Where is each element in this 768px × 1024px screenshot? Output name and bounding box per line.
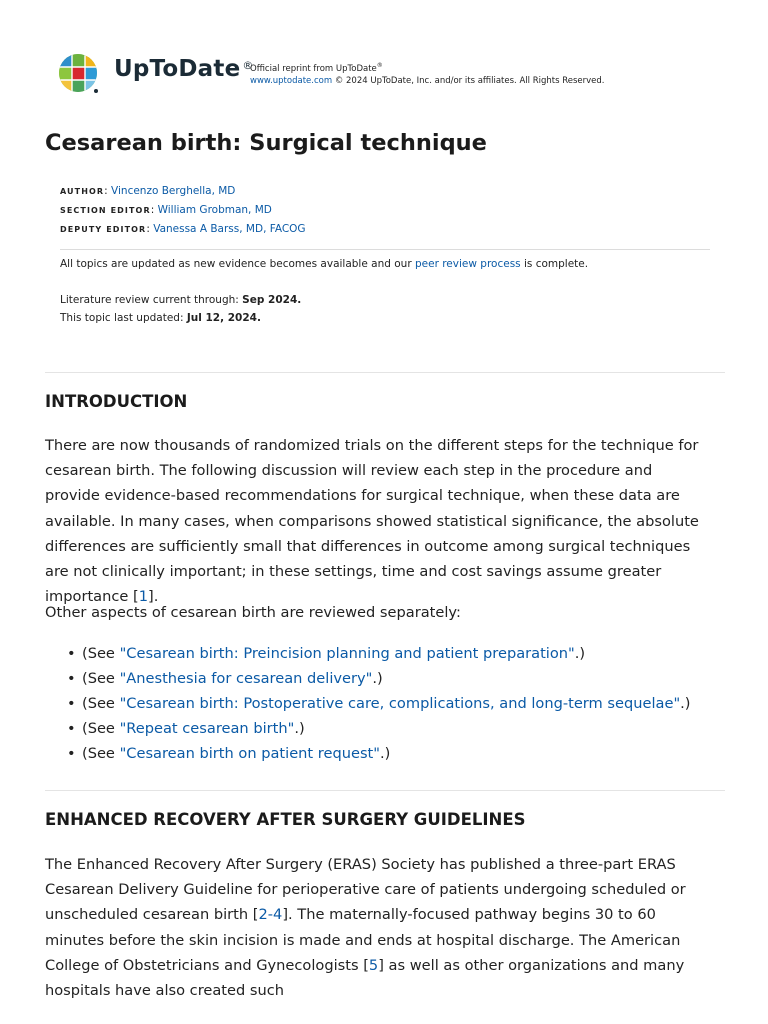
author-link[interactable]: Vincenzo Berghella, MD	[111, 185, 236, 197]
list-item: • (See "Cesarean birth: Postoperative care, complications, and long-term sequelae".)	[67, 691, 691, 716]
credits	[60, 182, 306, 239]
divider	[60, 249, 710, 250]
registered-mark: ®	[242, 59, 254, 72]
section-divider	[45, 372, 725, 373]
uptodate-link[interactable]: www.uptodate.com	[250, 75, 333, 86]
literature-review-date: Sep 2024.	[242, 294, 302, 306]
topic-link[interactable]: "Repeat cesarean birth"	[119, 720, 295, 738]
topic-link[interactable]: "Cesarean birth: Postoperative care, complications, and long-term sequelae"	[119, 695, 681, 713]
section-editor-link[interactable]: William Grobman, MD	[157, 204, 272, 216]
topic-link[interactable]: "Cesarean birth: Preincision planning and patient preparation"	[119, 645, 575, 662]
peer-review-link[interactable]: peer review process	[414, 258, 521, 270]
topic-dates: Literature review current through: Sep 2024. This topic last updated: Jul 12, 2024.	[60, 294, 302, 324]
topic-link[interactable]: "Cesarean birth on patient request"	[119, 745, 380, 763]
reference-link[interactable]: 1	[138, 588, 149, 606]
intro-paragraph: There are now thousands of randomized trials on the different steps for the technique for cesarean birth. The following discussion will review each step in the procedure and provide evidence-based recommendations for surgical technique, when these data are available. In many cases, when comparisons showed statistical significance, the absolute differences are sufficiently small that differences in outcome among surgical techniques are not clinically important; in these settings, time and cost savings assume greater importance [1].	[45, 437, 699, 606]
header	[58, 52, 718, 96]
list-item: • (See "Cesarean birth on patient request".)	[67, 741, 691, 766]
related-topics-list	[67, 641, 691, 766]
list-item: • (See "Anesthesia for cesarean delivery".)	[67, 666, 691, 691]
list-item: • (See "Repeat cesarean birth".)	[67, 716, 691, 741]
credit-deputy-editor: DEPUTY EDITOR: Vanessa A Barss, MD, FACOG	[60, 223, 306, 235]
page-title: Cesarean birth: Surgical technique	[45, 130, 487, 156]
credit-section-editor: SECTION EDITOR: William Grobman, MD	[60, 204, 272, 216]
list-item: • (See "Cesarean birth: Preincision planning and patient preparation".)	[67, 641, 691, 666]
last-updated-date: Jul 12, 2024.	[186, 312, 261, 324]
review-note: All topics are updated as new evidence becomes available and our peer review process is complete.	[60, 258, 589, 270]
section-divider	[45, 790, 725, 791]
reference-link[interactable]: 5	[368, 956, 379, 974]
deputy-editor-link[interactable]: Vanessa A Barss, MD, FACOG	[153, 223, 306, 235]
intro-paragraph-2: Other aspects of cesarean birth are reviewed separately:	[45, 604, 461, 621]
section-heading-eras: ENHANCED RECOVERY AFTER SURGERY GUIDELINES	[45, 810, 526, 829]
topic-link[interactable]: "Anesthesia for cesarean delivery"	[119, 670, 373, 688]
credit-author: AUTHOR: Vincenzo Berghella, MD	[60, 185, 236, 197]
reference-link[interactable]: 2-4	[258, 906, 283, 924]
uptodate-globe-logo	[58, 53, 100, 95]
eras-paragraph: The Enhanced Recovery After Surgery (ERAS) Society has published a three-part ERAS Cesarean Delivery Guideline for perioperative care of patients undergoing scheduled or unscheduled cesarean birth [2-4]. The maternally-focused pathway begins 30 to 60 minutes before the skin incision is made and ends at hospital discharge. The American College of Obstetricians and Gynecologists [5] as well as other organizations and many hospitals have also created such	[45, 856, 686, 1000]
brand-name: UpToDate ®	[114, 56, 254, 82]
section-heading-introduction: INTRODUCTION	[45, 392, 188, 411]
reprint-notice: Official reprint from UpToDate® www.uptodate.com © 2024 UpToDate, Inc. and/or its affiliates. All Rights Reserved.	[250, 62, 605, 86]
